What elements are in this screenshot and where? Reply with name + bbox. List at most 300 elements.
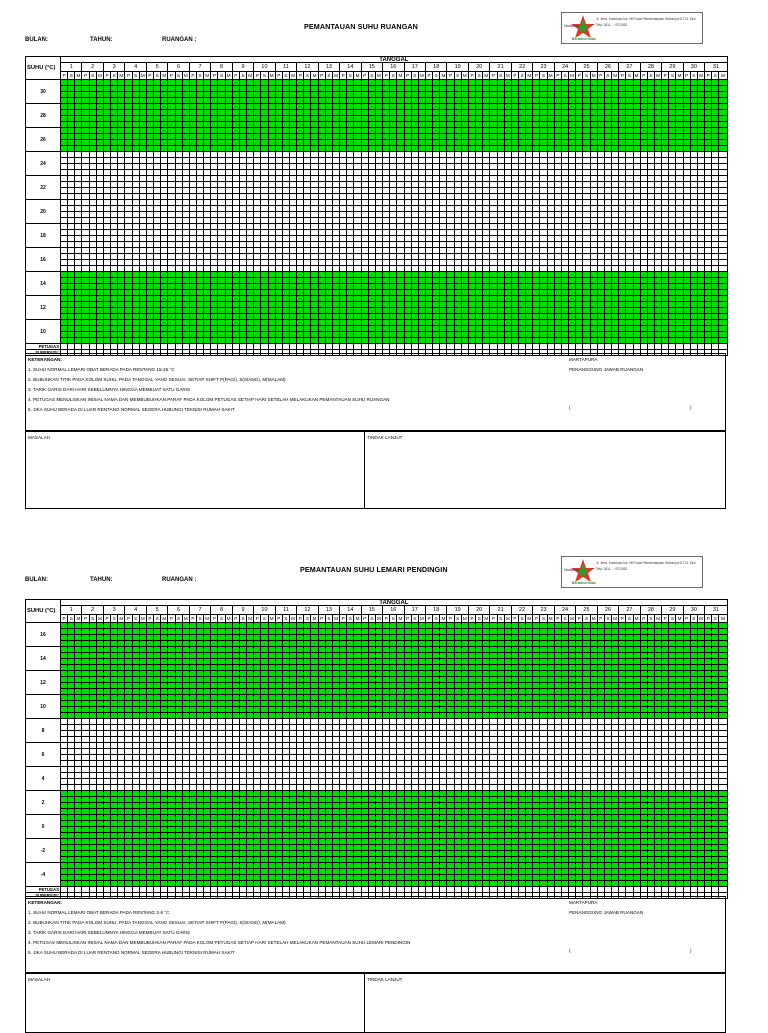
shift-header: M [548, 615, 553, 621]
shift-header: M [484, 615, 489, 621]
shift-header: S [261, 615, 268, 623]
shift-header: S [347, 72, 354, 80]
shift-header: S [433, 72, 440, 80]
hospital-logo-box [561, 12, 703, 44]
day-header: 25 [576, 63, 597, 72]
shift-header: M [248, 72, 253, 78]
note-line: 5. JIKA SUHU BERADA DI LUAR RENTANG NORMAL SEGERA HUBUNGI TEKNISI RUMAH SAKIT [28, 407, 235, 412]
sheet-refrigerator-temperature [0, 544, 768, 1024]
temp-label: 28 [26, 104, 61, 128]
day-header: 21 [490, 606, 511, 615]
day-header: 5 [146, 63, 167, 72]
day-header: 20 [468, 606, 489, 615]
shift-header: S [239, 615, 246, 623]
shift-header: P [361, 72, 368, 80]
shift-header: P [103, 615, 110, 623]
shift-header: P [383, 72, 390, 80]
shift-header: S [390, 615, 397, 623]
shift-header: P [683, 72, 690, 80]
shift-header: M [634, 72, 639, 78]
shift-header: M [719, 72, 727, 80]
ruangan-label: RUANGAN : [162, 577, 197, 583]
shift-header: S [626, 72, 633, 80]
day-header: 19 [447, 63, 468, 72]
temp-label: 24 [26, 152, 61, 176]
temp-label: 16 [26, 623, 61, 647]
shift-header: P [468, 615, 475, 623]
day-header: 16 [383, 606, 404, 615]
shift-header: S [325, 72, 332, 80]
shift-header: P [533, 72, 540, 80]
logo-city: Martapura [564, 24, 580, 28]
shift-header: P [82, 72, 89, 80]
shift-header: M [419, 72, 424, 78]
shift-header: P [576, 615, 583, 623]
day-header: 4 [125, 606, 146, 615]
page-title: PEMANTAUAN SUHU LEMARI PENDINGIN [300, 565, 448, 574]
logo-code: KT.21. Kec. [680, 561, 697, 565]
shift-header: P [533, 615, 540, 623]
shift-header: P [211, 615, 218, 623]
logo-phone: Telp. 0511 ... 4721920 [596, 23, 628, 27]
shift-header: S [111, 72, 118, 80]
day-header: 5 [146, 606, 167, 615]
day-header: 27 [619, 606, 640, 615]
shift-header: M [248, 615, 253, 621]
signature-close-paren: ) [690, 405, 692, 410]
day-header: 19 [447, 606, 468, 615]
shift-header: M [291, 72, 295, 78]
shift-header: M [291, 615, 295, 621]
shift-header: M [570, 72, 575, 78]
shift-header: S [304, 615, 311, 623]
shift-header: S [368, 72, 375, 80]
day-header: 26 [597, 606, 618, 615]
day-header: 16 [383, 63, 404, 72]
day-header: 22 [511, 606, 532, 615]
day-header: 8 [211, 606, 232, 615]
note-line: 1. SUHU NORMAL LEMARI OBAT BERADA PADA RENTANG 15-25 °C [28, 367, 175, 372]
shift-header: M [441, 615, 446, 621]
temp-label: 16 [26, 248, 61, 272]
shift-header: M [226, 615, 231, 621]
shift-header: M [162, 72, 167, 78]
shift-header: S [411, 615, 418, 623]
shift-header: S [433, 615, 440, 623]
shift-header: P [318, 72, 325, 80]
shift-header: P [61, 72, 68, 80]
shift-header: S [497, 615, 504, 623]
shift-header: P [232, 72, 239, 80]
shift-header: P [597, 615, 604, 623]
shift-header: P [683, 615, 690, 623]
hospital-logo-box [561, 556, 703, 588]
shift-header: M [613, 72, 618, 78]
shift-header: S [454, 615, 461, 623]
shift-header: P [318, 615, 325, 623]
shift-header: P [211, 72, 218, 80]
day-header: 28 [640, 606, 661, 615]
day-header: 8 [211, 63, 232, 72]
shift-header: P [404, 615, 411, 623]
shift-header: P [662, 72, 669, 80]
shift-header: S [519, 72, 526, 80]
shift-header: S [196, 72, 203, 80]
shift-header: S [68, 615, 75, 623]
temperature-table [25, 599, 728, 899]
shift-header: P [275, 615, 282, 623]
temp-label: 22 [26, 176, 61, 200]
shift-header: S [89, 615, 96, 623]
shift-header: P [125, 72, 132, 80]
keterangan-label: KETERANGAN: [28, 357, 62, 362]
shift-header: M [505, 615, 510, 621]
temp-label: 30 [26, 80, 61, 104]
shift-header: S [561, 615, 568, 623]
shift-header: M [677, 615, 682, 621]
shift-header: M [76, 615, 81, 621]
ruangan-label: RUANGAN : [162, 37, 197, 43]
temp-label: 12 [26, 296, 61, 320]
shift-header: P [662, 615, 669, 623]
shift-header: M [183, 615, 188, 621]
day-header: 12 [297, 63, 318, 72]
day-header: 14 [340, 63, 361, 72]
shift-header: P [640, 615, 647, 623]
shift-header: P [619, 72, 626, 80]
shift-header: S [690, 72, 697, 80]
shift-header: M [699, 72, 703, 78]
shift-header: S [282, 615, 289, 623]
shift-header: P [361, 615, 368, 623]
shift-header: M [140, 72, 145, 78]
shift-header: S [454, 72, 461, 80]
shift-header: P [254, 615, 261, 623]
shift-header: P [554, 72, 561, 80]
suhu-header: SUHU (°C) [26, 57, 61, 80]
shift-header: M [312, 72, 317, 78]
day-header: 11 [275, 606, 296, 615]
shift-header: M [527, 615, 532, 621]
temperature-grid [25, 56, 726, 356]
shift-header: M [656, 72, 660, 78]
shift-header: M [377, 615, 381, 621]
shift-header: P [125, 615, 132, 623]
day-header: 2 [82, 606, 103, 615]
day-header: 3 [103, 63, 124, 72]
shift-header: P [168, 615, 175, 623]
day-header: 29 [662, 63, 683, 72]
shift-header: M [462, 615, 467, 621]
shift-header: M [269, 72, 274, 78]
shift-header: P [640, 72, 647, 80]
shift-header: M [377, 72, 381, 78]
shift-header: P [168, 72, 175, 80]
shift-header: S [325, 615, 332, 623]
shift-header: P [297, 615, 304, 623]
tanggal-header: TANGGAL [61, 600, 728, 606]
shift-header: S [540, 615, 547, 623]
shift-header: P [383, 615, 390, 623]
tahun-label: TAHUN: [90, 37, 113, 43]
day-header: 12 [297, 606, 318, 615]
shift-header: S [604, 72, 611, 80]
logo-city: Martapura [564, 568, 580, 572]
day-header: 1 [61, 63, 82, 72]
shift-header: M [334, 72, 338, 78]
day-header: 7 [189, 606, 210, 615]
shift-header: M [677, 72, 682, 78]
divider [364, 432, 365, 508]
day-header: 24 [554, 606, 575, 615]
shift-header: M [97, 615, 102, 621]
shift-header: S [175, 615, 182, 623]
shift-header: M [97, 72, 102, 78]
shift-header: P [576, 72, 583, 80]
shift-header: M [591, 72, 596, 78]
shift-header: P [554, 615, 561, 623]
shift-header: S [218, 615, 225, 623]
shift-header: M [269, 615, 274, 621]
day-header: 13 [318, 63, 339, 72]
shift-header: M [484, 72, 489, 78]
day-header: 30 [683, 606, 704, 615]
petugas-label: PETUGAS [26, 344, 61, 350]
shift-header: M [527, 72, 532, 78]
shift-header: S [712, 615, 719, 623]
shift-header: P [597, 72, 604, 80]
shift-header: M [162, 615, 167, 621]
shift-header: S [540, 72, 547, 80]
logo-brand: Bersama Nusa [572, 581, 596, 585]
shift-header: S [669, 615, 676, 623]
shift-header: P [189, 72, 196, 80]
day-header: 17 [404, 606, 425, 615]
shift-header: S [89, 72, 96, 80]
day-header: 9 [232, 63, 253, 72]
day-header: 31 [705, 606, 728, 615]
shift-header: M [699, 615, 703, 621]
shift-header: P [297, 72, 304, 80]
tahun-label: TAHUN: [90, 577, 113, 583]
shift-header: M [634, 615, 639, 621]
shift-header: S [132, 72, 139, 80]
shift-header: S [304, 72, 311, 80]
note-line: 4. PETUGAS MENULISKAN INISIAL NAMA DAN MEMBUBUHKAN PARAF PADA KOLOM PETUGAS SETIAP HARI SETELAH MELAKUKAN PEMANTAUAN SUHU RUANGAN [28, 397, 390, 402]
shift-header: M [505, 72, 510, 78]
shift-header: P [447, 72, 454, 80]
shift-header: P [404, 72, 411, 80]
day-header: 20 [468, 63, 489, 72]
shift-header: M [656, 615, 660, 621]
day-header: 4 [125, 63, 146, 72]
day-header: 22 [511, 63, 532, 72]
shift-header: M [398, 615, 403, 621]
temperature-table [25, 56, 728, 356]
shift-header: S [583, 72, 590, 80]
tanggal-header: TANGGAL [61, 57, 728, 63]
shift-header: S [497, 72, 504, 80]
day-header: 28 [640, 63, 661, 72]
shift-header: M [570, 615, 575, 621]
day-header: 6 [168, 63, 189, 72]
signature-open-paren: ( [569, 405, 571, 410]
day-header: 14 [340, 606, 361, 615]
shift-header: S [154, 615, 161, 623]
shift-header: M [312, 615, 317, 621]
shift-header: S [561, 72, 568, 80]
suhu-header: SUHU (°C) [26, 600, 61, 623]
signature-title: PENANGGUNG JAWAB RUANGAN [569, 367, 644, 372]
shift-header: S [690, 615, 697, 623]
bulan-label: BULAN: [25, 37, 48, 43]
shift-header: S [347, 615, 354, 623]
temp-label: 26 [26, 128, 61, 152]
shift-header: M [205, 615, 210, 621]
shift-header: P [490, 615, 497, 623]
day-header: 10 [254, 606, 275, 615]
shift-header: S [626, 615, 633, 623]
shift-header: S [411, 72, 418, 80]
shift-header: S [712, 72, 719, 80]
shift-header: P [619, 615, 626, 623]
shift-header: P [425, 615, 432, 623]
shift-header: S [390, 72, 397, 80]
day-header: 18 [425, 63, 446, 72]
shift-header: S [282, 72, 289, 80]
day-header: 7 [189, 63, 210, 72]
shift-header: P [468, 72, 475, 80]
shift-header: P [511, 615, 518, 623]
shift-header: M [613, 615, 618, 621]
day-header: 29 [662, 606, 683, 615]
day-header: 23 [533, 63, 554, 72]
shift-header: S [218, 72, 225, 80]
temp-label: 14 [26, 272, 61, 296]
logo-brand: Bersama Nusa [572, 37, 596, 41]
tindak-lanjut-label: TINDAK LANJUT [367, 435, 403, 440]
shift-header: S [261, 72, 268, 80]
day-header: 13 [318, 606, 339, 615]
shift-header: P [340, 615, 347, 623]
day-header: 9 [232, 606, 253, 615]
shift-header: S [647, 72, 654, 80]
day-header: 6 [168, 606, 189, 615]
shift-header: M [719, 615, 727, 623]
note-line: 3. TARIK GARIS DARI HARI SEBELUMNYA HINGGA MEMBUAT SATU GARIS [28, 387, 191, 392]
shift-header: S [647, 615, 654, 623]
shift-header: S [196, 615, 203, 623]
shift-header: S [476, 72, 483, 80]
notes-section [25, 353, 726, 431]
shift-header: S [604, 615, 611, 623]
shift-header: S [669, 72, 676, 80]
shift-header: S [368, 615, 375, 623]
day-header: 3 [103, 606, 124, 615]
shift-header: S [154, 72, 161, 80]
shift-header: S [132, 615, 139, 623]
day-header: 1 [61, 606, 82, 615]
shift-header: P [511, 72, 518, 80]
shift-header: M [462, 72, 467, 78]
shift-header: M [398, 72, 403, 78]
shift-header: M [419, 615, 424, 621]
shift-header: M [334, 615, 338, 621]
shift-header: M [591, 615, 596, 621]
temp-label: 18 [26, 224, 61, 248]
shift-header: P [61, 615, 68, 623]
day-header: 17 [404, 63, 425, 72]
signature-place: MARTAPURA [569, 357, 598, 362]
day-header: 11 [275, 63, 296, 72]
logo-address: Jl. Jend. Sudirman No. 08 Pusat Pemberdayaan Sekumpul [596, 561, 680, 565]
shift-header: M [355, 615, 360, 621]
note-line: 2. BUBUHKAN TITIK PADA KOLOM SUHU, PADA TANGGAL YANG SESUAI, SETIAP SHIFT P(PAGI), S(SIANG), M(MALAM) [28, 377, 286, 382]
shift-header: S [68, 72, 75, 80]
page-title: PEMANTAUAN SUHU RUANGAN [304, 22, 418, 31]
shift-header: P [447, 615, 454, 623]
supervisi-label: SUPERVISI: [26, 350, 61, 356]
shift-header: P [146, 615, 153, 623]
temp-label: 20 [26, 200, 61, 224]
day-header: 15 [361, 606, 382, 615]
shift-header: M [140, 615, 145, 621]
day-header: 27 [619, 63, 640, 72]
temp-label: 10 [26, 320, 61, 344]
shift-header: P [490, 72, 497, 80]
bulan-label: BULAN: [25, 577, 48, 583]
shift-header: M [119, 615, 124, 621]
shift-header: S [239, 72, 246, 80]
logo-address: Jl. Jend. Sudirman No. 08 Pusat Pemberdayaan Sekumpul [596, 17, 680, 21]
shift-header: P [103, 72, 110, 80]
day-header: 18 [425, 606, 446, 615]
shift-header: P [705, 72, 712, 80]
day-header: 21 [490, 63, 511, 72]
day-header: 26 [597, 63, 618, 72]
logo-phone: Telp. 0511 ... 4721920 [596, 567, 628, 571]
shift-header: P [189, 615, 196, 623]
shift-header: M [205, 72, 210, 78]
day-header: 30 [683, 63, 704, 72]
shift-header: M [119, 72, 124, 78]
shift-header: S [583, 615, 590, 623]
shift-header: P [340, 72, 347, 80]
shift-header: P [146, 72, 153, 80]
shift-header: P [254, 72, 261, 80]
temperature-grid [25, 599, 726, 899]
day-header: 25 [576, 606, 597, 615]
shift-header: M [183, 72, 188, 78]
day-header: 15 [361, 63, 382, 72]
shift-header: P [232, 615, 239, 623]
day-header: 23 [533, 606, 554, 615]
shift-header: S [476, 615, 483, 623]
shift-header: P [82, 615, 89, 623]
shift-header: M [355, 72, 360, 78]
shift-header: P [705, 615, 712, 623]
day-header: 2 [82, 63, 103, 72]
shift-header: P [275, 72, 282, 80]
shift-header: M [548, 72, 553, 78]
day-header: 10 [254, 63, 275, 72]
shift-header: P [425, 72, 432, 80]
day-header: 31 [705, 63, 728, 72]
shift-header: S [175, 72, 182, 80]
shift-header: M [226, 72, 231, 78]
shift-header: M [76, 72, 81, 78]
problem-followup-box [25, 431, 726, 509]
